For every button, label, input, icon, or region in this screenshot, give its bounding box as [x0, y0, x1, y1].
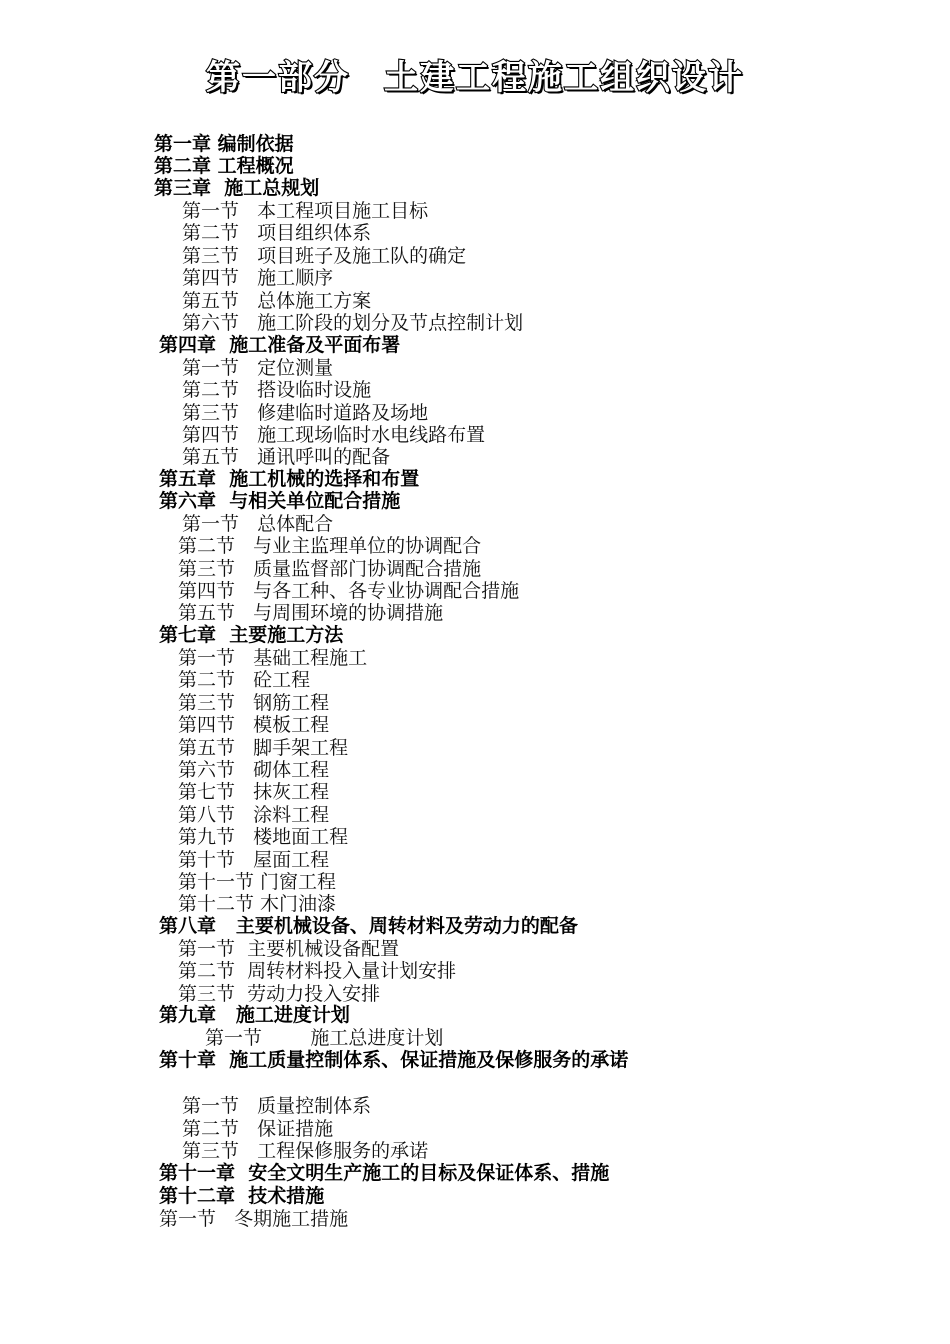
toc-section: 第三节 项目班子及施工队的确定 — [182, 245, 467, 267]
toc-section: 第六节 砌体工程 — [178, 759, 330, 781]
toc-section: 第二节 与业主监理单位的协调配合 — [178, 535, 482, 557]
toc-section: 第二节 保证措施 — [182, 1118, 334, 1140]
toc-section: 第五节 总体施工方案 — [182, 290, 372, 312]
toc-section: 第一节 基础工程施工 — [178, 647, 368, 669]
toc-section: 第二节 砼工程 — [178, 669, 311, 691]
toc-section: 第一节 定位测量 — [182, 357, 334, 379]
toc-section: 第八节 涂料工程 — [178, 804, 330, 826]
toc-chapter-12: 第十二章 技术措施 — [159, 1185, 325, 1207]
toc-section: 第五节 通讯呼叫的配备 — [182, 446, 391, 468]
toc-chapter-11: 第十一章 安全文明生产施工的目标及保证体系、措施 — [159, 1162, 610, 1184]
title-name: 土建工程施工组织设计 — [384, 58, 744, 98]
toc-section: 第四节 模板工程 — [178, 714, 330, 736]
toc-section: 第三节 钢筋工程 — [178, 692, 330, 714]
toc-section: 第一节 总体配合 — [182, 513, 334, 535]
toc-section: 第九节 楼地面工程 — [178, 826, 349, 848]
toc-chapter-7: 第七章 主要施工方法 — [159, 624, 344, 646]
toc-section: 第十一节 门窗工程 — [178, 871, 337, 893]
toc-chapter-4: 第四章 施工准备及平面布署 — [159, 334, 401, 356]
toc-chapter-3: 第三章 施工总规划 — [154, 177, 320, 199]
toc-section: 第二节 搭设临时设施 — [182, 379, 372, 401]
toc-section: 第十节 屋面工程 — [178, 849, 330, 871]
toc-section: 第三节 工程保修服务的承诺 — [182, 1140, 429, 1162]
toc-section: 第四节 施工现场临时水电线路布置 — [182, 424, 486, 446]
toc-section: 第一节 冬期施工措施 — [159, 1208, 349, 1230]
toc-chapter-2: 第二章 工程概况 — [154, 155, 294, 177]
toc-chapter-9: 第九章 施工进度计划 — [159, 1004, 350, 1026]
toc-chapter-1: 第一章 编制依据 — [154, 133, 294, 155]
toc-section: 第七节 抹灰工程 — [178, 781, 330, 803]
toc-section: 第四节 与各工种、各专业协调配合措施 — [178, 580, 520, 602]
toc-section: 第六节 施工阶段的划分及节点控制计划 — [182, 312, 524, 334]
toc-chapter-8: 第八章 主要机械设备、周转材料及劳动力的配备 — [159, 915, 578, 937]
toc-section: 第三节 质量监督部门协调配合措施 — [178, 558, 482, 580]
title-part: 第一部分 — [206, 58, 350, 98]
toc-section: 第五节 脚手架工程 — [178, 737, 349, 759]
toc-section: 第三节 修建临时道路及场地 — [182, 402, 429, 424]
toc-section: 第十二节 木门油漆 — [178, 893, 337, 915]
toc-section: 第一节 质量控制体系 — [182, 1095, 372, 1117]
toc-chapter-6: 第六章 与相关单位配合措施 — [159, 490, 401, 512]
toc-chapter-10: 第十章 施工质量控制体系、保证措施及保修服务的承诺 — [159, 1049, 629, 1071]
toc-chapter-5: 第五章 施工机械的选择和布置 — [159, 468, 420, 490]
toc-section: 第二节 周转材料投入量计划安排 — [178, 960, 457, 982]
toc-section: 第五节 与周围环境的协调措施 — [178, 602, 444, 624]
toc-section: 第一节 主要机械设备配置 — [178, 938, 400, 960]
toc-section: 第一节 本工程项目施工目标 — [182, 200, 429, 222]
toc-section: 第三节 劳动力投入安排 — [178, 983, 381, 1005]
page-title — [0, 50, 950, 99]
toc-section: 第一节 施工总进度计划 — [205, 1027, 444, 1049]
toc-section: 第二节 项目组织体系 — [182, 222, 372, 244]
toc-section: 第四节 施工顺序 — [182, 267, 334, 289]
